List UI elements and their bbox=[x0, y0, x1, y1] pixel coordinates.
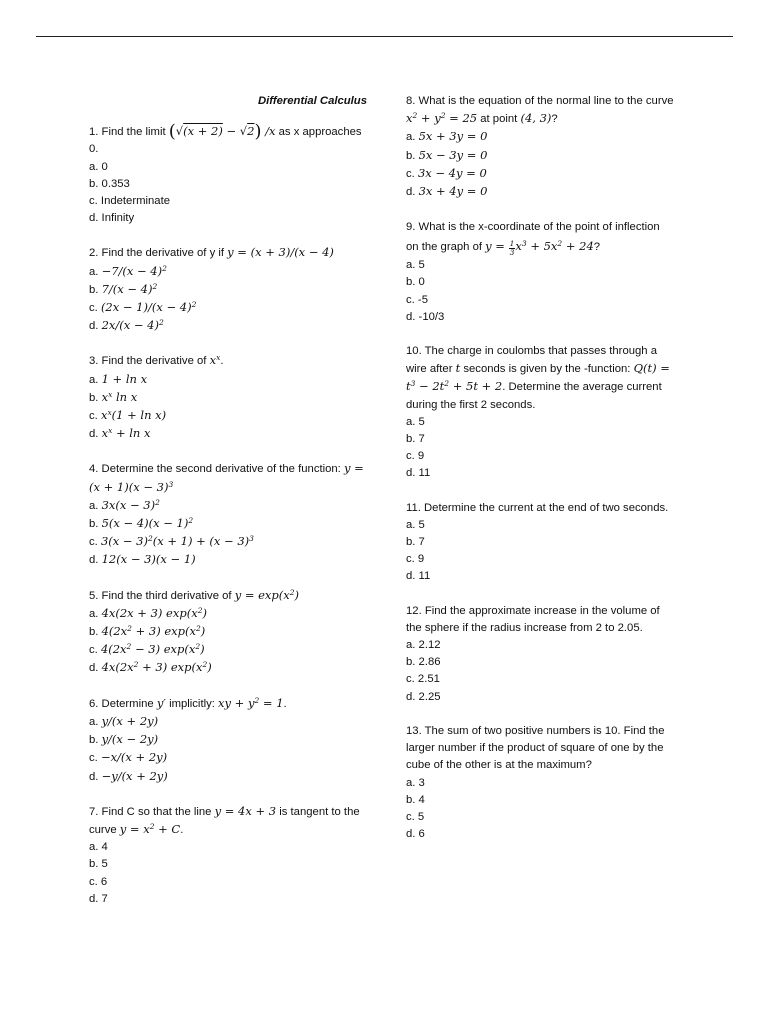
option-c[interactable]: c. 5 bbox=[406, 810, 425, 823]
question-stem: 13. The sum of two positive numbers is 10. Find the larger number if the product of square of one by the cube of the other is at the maximum? bbox=[406, 724, 665, 772]
option-a[interactable]: a. 5 bbox=[406, 259, 425, 272]
answer-options bbox=[406, 414, 674, 483]
question-5 bbox=[89, 587, 367, 678]
question-stem: 11. Determine the current at the end of two seconds. bbox=[406, 501, 669, 514]
option-a[interactable]: a. 3 bbox=[406, 776, 425, 789]
option-c[interactable]: c. −x/(x + 2y) bbox=[89, 750, 168, 765]
option-d[interactable]: d. 6 bbox=[406, 828, 425, 841]
option-b[interactable]: b. $7/(x - 4)^2$ bbox=[89, 281, 158, 296]
question-stem: 10. The charge in coulombs that passes through a wire after t seconds is given by the -function: $Q(t) = t^3 - 2t^2 + 5t + 2$. Determine the average current during the first 2 seconds. bbox=[406, 345, 670, 411]
option-c[interactable]: c. -5 bbox=[406, 293, 428, 306]
answer-options bbox=[89, 497, 367, 570]
option-a[interactable]: a. 5 bbox=[406, 415, 425, 428]
option-d[interactable]: d. 7 bbox=[89, 892, 108, 905]
question-7 bbox=[89, 803, 367, 908]
option-b[interactable]: b. $5(x - 4)(x - 1)^2$ bbox=[89, 516, 194, 531]
question-4 bbox=[89, 460, 367, 569]
header-rule bbox=[36, 36, 733, 37]
option-d[interactable]: d. −y/(x + 2y) bbox=[89, 768, 168, 783]
option-b[interactable]: b. $4(2x^2 + 3)$ $\exp(x^2)$ bbox=[89, 624, 206, 639]
question-9 bbox=[406, 218, 674, 326]
question-6 bbox=[89, 695, 367, 786]
question-stem: 3. Find the derivative of $x^x$. bbox=[89, 353, 224, 368]
question-stem: 2. Find the derivative of y if y = (x + 3)/(x − 4) bbox=[89, 245, 334, 260]
option-a[interactable]: a. 1 + ln x bbox=[89, 371, 148, 386]
option-c[interactable]: c. $x^x(1 + \ln x)$ bbox=[89, 408, 167, 423]
answer-options bbox=[89, 839, 367, 908]
option-a[interactable]: a. 5x + 3y = 0 bbox=[406, 129, 488, 144]
question-stem: 1. Find the limit (√(x + 2) − √2) /x as x approaches 0. bbox=[89, 121, 362, 156]
answer-options bbox=[89, 159, 367, 228]
option-b[interactable]: b. 0 bbox=[406, 276, 425, 289]
option-c[interactable]: c. 6 bbox=[89, 875, 108, 888]
option-d[interactable]: d. $x^x + \ln x$ bbox=[89, 426, 151, 441]
right-column bbox=[406, 93, 674, 860]
option-b[interactable]: b. 7 bbox=[406, 433, 425, 446]
option-d[interactable]: d. -10/3 bbox=[406, 310, 445, 323]
option-a[interactable]: a. $3x(x - 3)^2$ bbox=[89, 497, 160, 512]
option-d[interactable]: d. $2x/(x - 4)^2$ bbox=[89, 318, 164, 333]
document-title: Differential Calculus bbox=[257, 95, 367, 107]
question-8 bbox=[406, 93, 674, 201]
option-b[interactable]: b. 7 bbox=[406, 536, 425, 549]
option-d[interactable]: d. 11 bbox=[406, 570, 431, 583]
answer-options bbox=[406, 637, 674, 706]
question-11 bbox=[406, 500, 674, 586]
option-a[interactable]: a. 4x(2x + 3) $\exp(x^2)$ bbox=[89, 605, 207, 620]
question-stem: 12. Find the approximate increase in the volume of the sphere if the radius increase from 2 to 2.05. bbox=[406, 604, 660, 634]
question-stem: 6. Determine y′ implicitly: xy + $y^2 = 1$. bbox=[89, 695, 287, 710]
option-c[interactable]: c. 9 bbox=[406, 450, 425, 463]
left-column bbox=[89, 93, 367, 925]
option-a[interactable]: a. $-7/(x - 4)^2$ bbox=[89, 263, 167, 278]
option-c[interactable]: c. 2.51 bbox=[406, 673, 440, 686]
question-stem: 4. Determine the second derivative of the function: $y = (x + 1)(x - 3)^3$ bbox=[89, 461, 364, 494]
option-b[interactable]: b. $x^x$ ln x bbox=[89, 389, 138, 404]
question-13 bbox=[406, 723, 674, 843]
option-b[interactable]: b. 4 bbox=[406, 793, 425, 806]
option-a[interactable]: a. 4 bbox=[89, 841, 108, 854]
option-b[interactable]: b. 2.86 bbox=[406, 656, 441, 669]
option-d[interactable]: d. 3x + 4y = 0 bbox=[406, 184, 488, 199]
question-12 bbox=[406, 603, 674, 706]
question-1 bbox=[89, 123, 367, 227]
option-d[interactable]: d. Infinity bbox=[89, 212, 135, 225]
option-c[interactable]: c. $(2x - 1)/(x - 4)^2$ bbox=[89, 300, 197, 315]
option-a[interactable]: a. y/(x + 2y) bbox=[89, 713, 159, 728]
answer-options bbox=[406, 257, 674, 326]
question-stem: 5. Find the third derivative of $y = \exp(x^2)$ bbox=[89, 587, 300, 602]
option-b[interactable]: b. y/(x − 2y) bbox=[89, 732, 159, 747]
option-d[interactable]: d. 2.25 bbox=[406, 690, 441, 703]
option-d[interactable]: d. 12(x − 3)(x − 1) bbox=[89, 552, 196, 567]
answer-options bbox=[89, 605, 367, 678]
answer-options bbox=[406, 128, 674, 201]
question-2 bbox=[89, 244, 367, 335]
option-c[interactable]: c. Indeterminate bbox=[89, 195, 171, 208]
answer-options bbox=[406, 517, 674, 586]
answer-options bbox=[89, 371, 367, 444]
option-a[interactable]: a. 0 bbox=[89, 160, 108, 173]
option-a[interactable]: a. 2.12 bbox=[406, 639, 441, 652]
question-3 bbox=[89, 352, 367, 443]
question-stem: 7. Find C so that the line y = 4x + 3 is tangent to the curve $y = x^2 + C$. bbox=[89, 803, 360, 836]
option-b[interactable]: b. 0.353 bbox=[89, 177, 130, 190]
option-b[interactable]: b. 5x − 3y = 0 bbox=[406, 147, 488, 162]
question-stem: 9. What is the x-coordinate of the point of inflection on the graph of y = $\frac{1}{3}$ $x^3 + 5x^2 + 24$? bbox=[406, 221, 660, 258]
option-c[interactable]: c. 9 bbox=[406, 553, 425, 566]
question-stem: 8. What is the equation of the normal line to the curve $x^2 + y^2 = 25$ at point (4, 3)? bbox=[406, 95, 674, 126]
answer-options bbox=[406, 775, 674, 844]
option-c[interactable]: c. $3(x - 3)^2(x + 1) + (x - 3)^3$ bbox=[89, 534, 254, 549]
option-c[interactable]: c. $4(2x^2 - 3)$ $\exp(x^2)$ bbox=[89, 642, 205, 657]
option-b[interactable]: b. 5 bbox=[89, 858, 108, 871]
question-10 bbox=[406, 343, 674, 483]
option-c[interactable]: c. 3x − 4y = 0 bbox=[406, 165, 487, 180]
answer-options bbox=[89, 713, 367, 786]
option-d[interactable]: d. $4x(2x^2 + 3)$ $\exp(x^2)$ bbox=[89, 660, 212, 675]
option-d[interactable]: d. 11 bbox=[406, 467, 431, 480]
answer-options bbox=[89, 263, 367, 336]
option-a[interactable]: a. 5 bbox=[406, 518, 425, 531]
